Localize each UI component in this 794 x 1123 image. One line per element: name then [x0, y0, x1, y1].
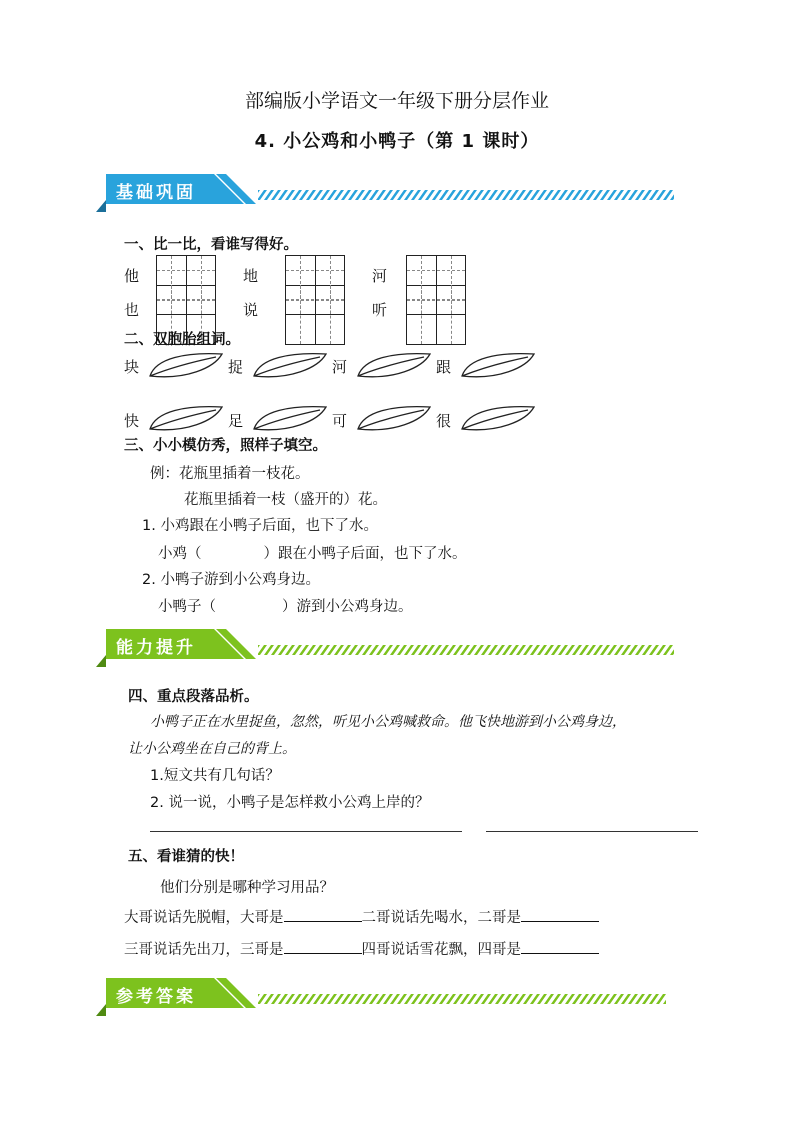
section-banner-answers — [96, 974, 676, 1020]
q3-item-2-fill[interactable]: 小鸭子（ ）游到小公鸡身边。 — [158, 599, 413, 615]
answer-line-1[interactable] — [150, 831, 462, 832]
q3-example-2: 花瓶里插着一枝（盛开的）花。 — [184, 492, 387, 508]
leaf-answer-box-1[interactable] — [146, 350, 226, 380]
q2-char-gen: 跟 — [436, 358, 452, 376]
leaf-answer-box-4[interactable] — [458, 350, 538, 380]
q2-char-zu: 足 — [228, 412, 244, 430]
q5-blank-1[interactable] — [284, 907, 362, 922]
q5-blank-2[interactable] — [521, 907, 599, 922]
lesson-title: 4. 小公鸡和小鸭子（第 1 课时） — [254, 131, 540, 152]
q5-blank-3[interactable] — [284, 939, 362, 954]
q4-title: 四、重点段落品析。 — [128, 689, 259, 705]
q4-sub-1: 1.短文共有几句话？ — [150, 768, 280, 784]
q1-title: 一、比一比，看谁写得好。 — [124, 237, 298, 253]
leaf-answer-box-8[interactable] — [458, 403, 538, 433]
q3-item-1-fill[interactable]: 小鸡（ ）跟在小鸭子后面，也下了水。 — [158, 546, 467, 562]
q1-char-ta: 他 — [124, 267, 140, 285]
q2-char-zhuo: 捉 — [228, 358, 244, 376]
q5-prompt: 他们分别是哪种学习用品？ — [160, 880, 334, 896]
leaf-answer-box-2[interactable] — [250, 350, 330, 380]
answer-line-2[interactable] — [486, 831, 698, 832]
q3-title: 三、小小模仿秀，照样子填空。 — [124, 438, 327, 454]
section-title-ability: 能力提升 — [116, 638, 196, 658]
q2-char-hen: 很 — [436, 412, 452, 430]
q1-char-shuo: 说 — [243, 301, 259, 319]
q4-passage-line-2: 让小公鸡坐在自己的背上。 — [128, 741, 296, 757]
q3-item-1: 1. 小鸡跟在小鸭子后面，也下了水。 — [142, 518, 378, 534]
leaf-answer-box-6[interactable] — [250, 403, 330, 433]
writing-grid-6[interactable] — [406, 285, 466, 345]
leaf-answer-box-3[interactable] — [354, 350, 434, 380]
leaf-answer-box-5[interactable] — [146, 403, 226, 433]
q5-riddle-row-2: 三哥说话先出刀，三哥是 四哥说话雪花飘，四哥是 — [124, 938, 599, 959]
q5-title: 五、看谁猜的快！ — [128, 849, 244, 865]
leaf-answer-box-7[interactable] — [354, 403, 434, 433]
section-banner-basic — [96, 170, 676, 216]
q2-char-he: 河 — [332, 358, 348, 376]
q2-char-kuai: 块 — [124, 358, 140, 376]
q1-char-he: 河 — [372, 267, 388, 285]
q5-blank-4[interactable] — [521, 939, 599, 954]
q4-passage-line-1: 小鸭子正在水里捉鱼，忽然，听见小公鸡喊救命。他飞快地游到小公鸡身边， — [150, 714, 626, 730]
section-title-basic: 基础巩固 — [116, 183, 196, 203]
section-title-answers: 参考答案 — [116, 987, 196, 1007]
q1-char-di: 地 — [243, 267, 259, 285]
q2-char-ke: 可 — [332, 412, 348, 430]
q1-char-ting: 听 — [372, 301, 388, 319]
q2-title: 二、双胞胎组词。 — [124, 332, 240, 348]
writing-grid-4[interactable] — [285, 285, 345, 345]
q4-sub-2: 2. 说一说，小鸭子是怎样救小公鸡上岸的？ — [150, 795, 430, 811]
q2-char-kuai2: 快 — [124, 412, 140, 430]
q3-example-1: 例：花瓶里插着一枝花。 — [150, 466, 310, 482]
section-banner-ability — [96, 625, 676, 671]
series-title: 部编版小学语文一年级下册分层作业 — [244, 90, 549, 112]
q3-item-2: 2. 小鸭子游到小公鸡身边。 — [142, 572, 320, 588]
q5-riddle-row-1: 大哥说话先脱帽，大哥是 二哥说话先喝水，二哥是 — [124, 906, 599, 927]
q1-char-ye: 也 — [124, 301, 140, 319]
